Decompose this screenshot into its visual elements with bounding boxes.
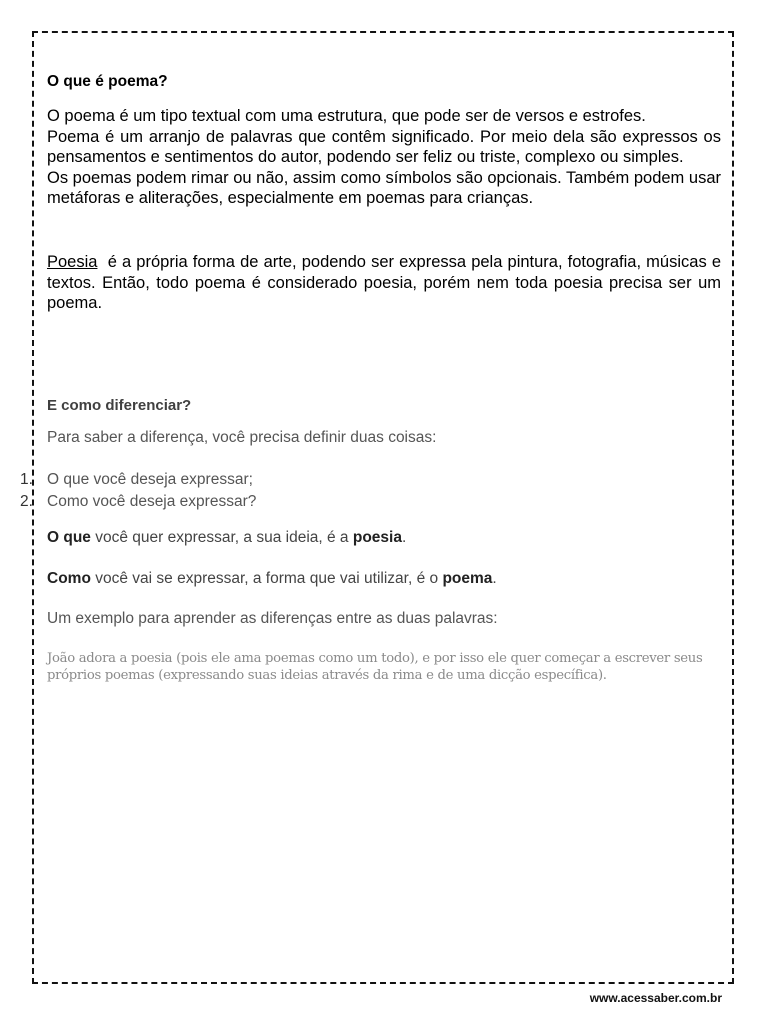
definition-poesia <box>47 529 721 547</box>
bold-term: poema <box>442 570 493 587</box>
definition-text: você quer expressar, a sua ideia, é a <box>90 529 353 546</box>
list-item <box>20 491 720 513</box>
definition-poema <box>47 570 721 588</box>
definition-text: você vai se expressar, a forma que vai utilizar, é o <box>90 570 443 587</box>
list-number: 1. <box>20 471 33 488</box>
list-text: Como você deseja expressar? <box>47 493 257 510</box>
definition-end: . <box>492 570 497 587</box>
footer-url: www.acessaber.com.br <box>589 991 722 1005</box>
bold-term: poesia <box>352 529 402 546</box>
section-heading-diferenciar: E como diferenciar? <box>47 397 192 414</box>
paragraph-poema <box>47 106 721 209</box>
paragraph-poesia <box>47 252 726 314</box>
bold-term: Como <box>47 570 91 587</box>
list-item <box>20 469 720 491</box>
paragraph-line: O poema é um tipo textual com uma estrutura, que pode ser de versos e estrofes. <box>47 107 646 125</box>
intro-text: Para saber a diferença, você precisa definir duas coisas: <box>47 429 437 446</box>
example-text: João adora a poesia (pois ele ama poemas como um todo), e por isso ele quer começar a escrever seus próprios poemas (expressando suas ideias através da rima e de uma dicção específica). <box>47 651 703 683</box>
paragraph-text: é a própria forma de arte, podendo ser expressa pela pintura, fotografia, músicas e textos. Então, todo poema é considerado poesia, porém nem toda poesia precisa ser um poema. <box>47 253 726 313</box>
paragraph-line: Poema é um arranjo de palavras que contêm significado. Por meio dela são expressos os pensamentos e sentimentos do autor, podendo ser feliz ou triste, complexo ou simples. <box>47 127 721 167</box>
numbered-list <box>20 469 720 513</box>
example-intro: Um exemplo para aprender as diferenças entre as duas palavras: <box>47 610 498 627</box>
list-text: O que você deseja expressar; <box>47 471 253 488</box>
bold-term: O que <box>47 529 91 546</box>
paragraph-line: Os poemas podem rimar ou não, assim como símbolos são opcionais. Também podem usar metáforas e aliterações, especialmente em poemas para crianças. <box>47 168 721 208</box>
definition-end: . <box>401 529 407 546</box>
underlined-term: Poesia <box>47 253 98 271</box>
list-number: 2. <box>20 493 33 510</box>
section-heading-poema: O que é poema? <box>47 73 168 90</box>
